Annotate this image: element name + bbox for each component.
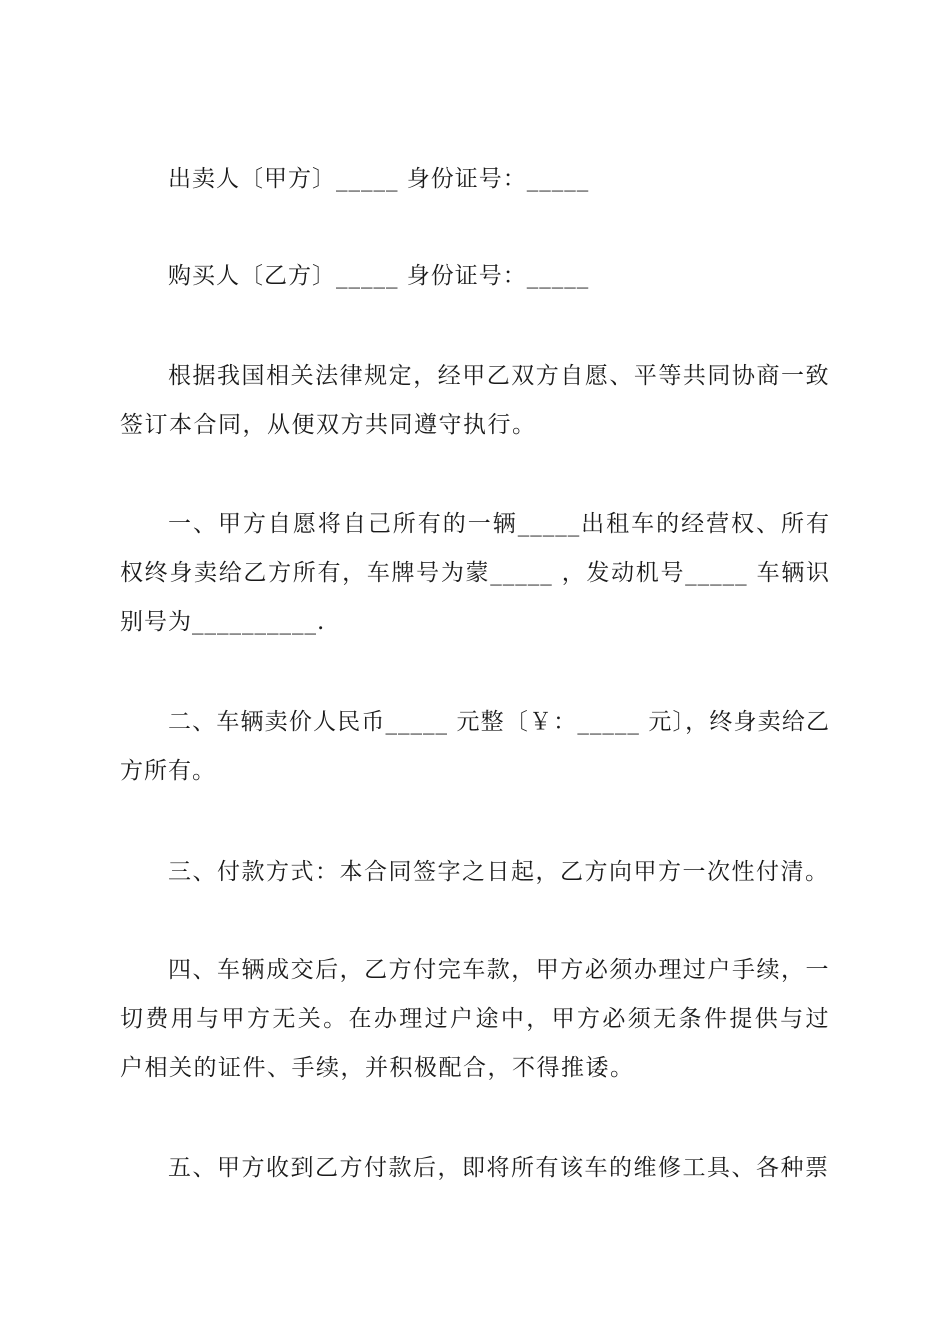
clause-1: 一、甲方自愿将自己所有的一辆_____出租车的经营权、所有权终身卖给乙方所有，车牌号为蒙_____ ，发动机号_____ 车辆识别号为__________.: [120, 511, 830, 635]
clause-5: 五、甲方收到乙方付款后，即将所有该车的维修工具、各种票: [168, 1155, 830, 1181]
seller-line: 出卖人〔甲方〕_____ 身份证号：_____: [168, 166, 590, 192]
buyer-line: 购买人〔乙方〕_____ 身份证号：_____: [168, 263, 590, 289]
clause-3: 三、付款方式：本合同签字之日起，乙方向甲方一次性付清。: [168, 859, 830, 885]
clause-4: 四、车辆成交后，乙方付完车款，甲方必须办理过户手续，一切费用与甲方无关。在办理过户途中，甲方必须无条件提供与过户相关的证件、手续，并积极配合，不得推诿。: [120, 957, 830, 1081]
intro-paragraph: 根据我国相关法律规定，经甲乙双方自愿、平等共同协商一致签订本合同，从便双方共同遵守执行。: [120, 363, 830, 438]
clause-2: 二、车辆卖价人民币_____ 元整〔￥：_____ 元〕，终身卖给乙方所有。: [120, 709, 830, 784]
